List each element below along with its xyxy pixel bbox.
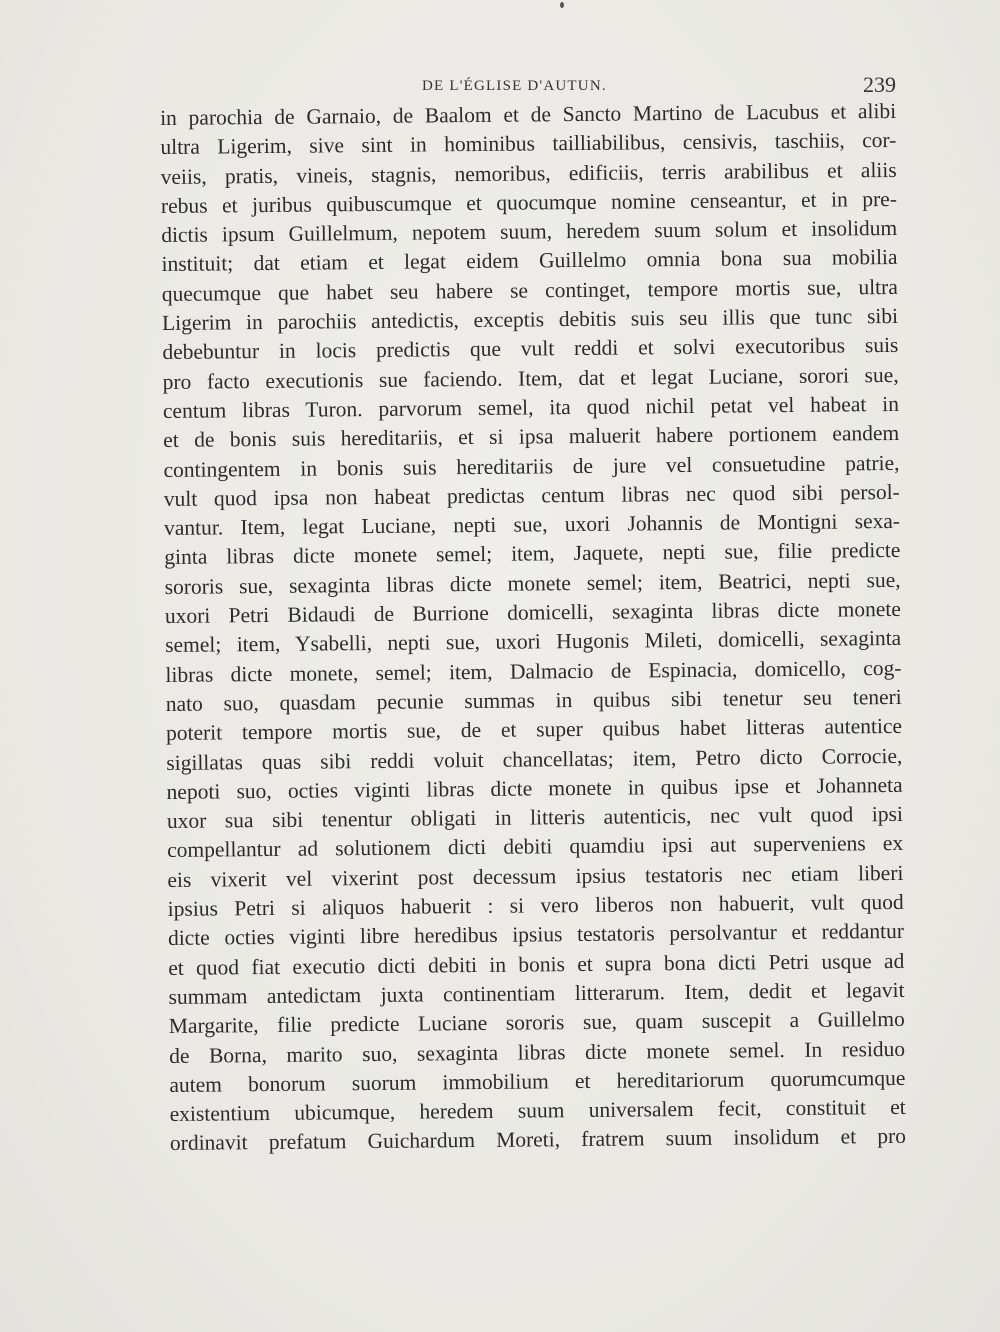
text-line: instituit; dat etiam et legat eidem Guillelmo omnia bona sua mobilia [161,245,898,277]
text-line: centum libras Turon. parvorum semel, ita quod nichil petat vel habeat in [162,391,900,423]
text-line: vantur. Item, legat Luciane, nepti sue, uxori Johannis de Montigni sexa- [163,509,901,541]
text-line: Margarite, filie predicte Luciane sororis sue, quam suscepit a Guillelmo [168,1007,905,1039]
text-line: ultra Ligerim, sive sint in hominibus tailliabilibus, censivis, taschiis, cor- [160,128,897,160]
text-line: contingentem in bonis suis hereditariis de jure vel consuetudine patrie, [163,450,900,482]
text-line: quecumque que habet seu habere se continget, tempore mortis sue, ultra [161,274,898,306]
page-number: 239 [863,72,896,97]
text-line: rebus et juribus quibuscumque et quocumque nomine censeantur, et in pre- [160,186,898,218]
text-line: de Borna, marito suo, sexaginta libras dicte monete semel. In residuo [169,1036,906,1068]
text-line: ipsius Petri si aliquos habuerit : si vero liberos non habuerit, vult quod [167,889,904,921]
text-line: nepoti suo, octies viginti libras dicte monete in quibus ipse et Johanneta [166,772,903,804]
text-line: sororis sue, sexaginta libras dicte monete semel; item, Beatrici, nepti sue, [164,567,901,599]
text-line: vult quod ipsa non habeat predictas centum libras nec quod sibi persol- [163,479,900,511]
text-line: semel; item, Ysabelli, nepti sue, uxori Hugonis Mileti, domicelli, sexaginta [165,626,902,658]
text-line: et quod fiat executio dicti debiti in bonis et supra bona dicti Petri usque ad [168,948,905,980]
text-line: veiis, pratis, vineis, stagnis, nemoribus, edificiis, terris arabilibus et aliis [160,157,897,189]
text-line: compellantur ad solutionem dicti debiti quamdiu ipsi aut superveniens ex [167,831,904,863]
text-line: et de bonis suis hereditariis, et si ipsa maluerit habere portionem eandem [163,421,900,453]
text-line: pro facto executionis sue faciendo. Item, dat et legat Luciane, sorori sue, [162,362,899,394]
text-line: sigillatas quas sibi reddi voluit chancellatas; item, Petro dicto Corrocie, [166,743,903,775]
text-line: eis vixerit vel vixerint post decessum ipsius testatoris nec etiam liberi [167,860,904,892]
text-line: debebuntur in locis predictis que vult reddi et solvi executoribus suis [162,333,899,365]
text-line: autem bonorum suorum immobilium et hereditariorum quorumcumque [169,1065,906,1097]
text-line: ordinavit prefatum Guichardum Moreti, fratrem suum insolidum et pro [169,1124,907,1156]
ink-speck [560,2,564,8]
text-line: Ligerim in parochiis antedictis, exceptis debitis suis seu illis que tunc sibi [161,304,899,336]
text-line: dictis ipsum Guillelmum, nepotem suum, heredem suum solum et insolidum [161,216,898,248]
text-line: in parochia de Garnaio, de Baalom et de Sancto Martino de Lacubus et alibi [160,98,897,130]
body-text [160,97,906,1159]
text-line: existentium ubicumque, heredem suum universalem fecit, constituit et [169,1094,906,1127]
text-line: libras dicte monete, semel; item, Dalmacio de Espinacia, domicello, cog- [165,655,902,687]
running-title: DE L'ÉGLISE D'AUTUN. [422,78,607,94]
text-line: uxor sua sibi tenentur obligati in litteris autenticis, nec vult quod ipsi [166,802,903,834]
text-line: dicte octies viginti libre heredibus ipsius testatoris persolvantur et reddantur [167,919,905,951]
text-line: summam antedictam juxta continentiam litterarum. Item, dedit et legavit [168,977,905,1009]
text-line: nato suo, quasdam pecunie summas in quibus sibi tenetur seu teneri [165,684,902,716]
text-line: ginta libras dicte monete semel; item, Jaquete, nepti sue, filie predicte [164,538,901,570]
text-line: uxori Petri Bidaudi de Burrione domicelli, sexaginta libras dicte monete [164,596,901,629]
text-line: poterit tempore mortis sue, de et super quibus habet litteras autentice [165,714,903,746]
